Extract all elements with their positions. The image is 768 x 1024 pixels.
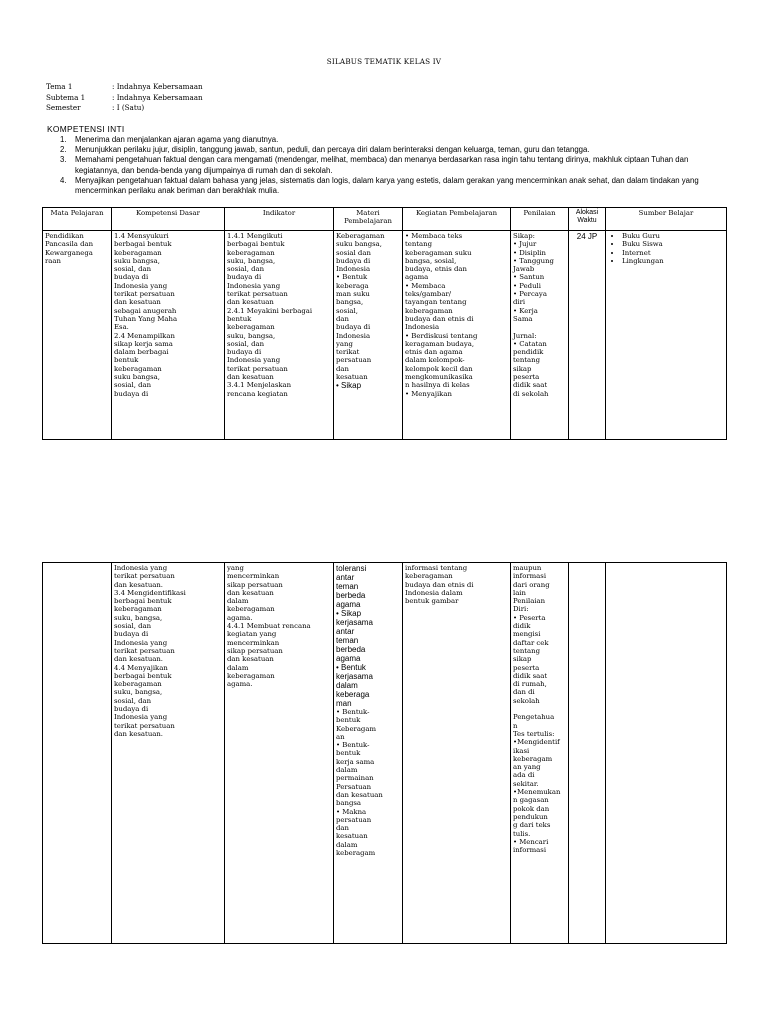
meta-row-tema: Tema 1 : Indahnya Kebersamaan: [46, 82, 203, 91]
cell-alokasi-waktu: [569, 563, 606, 944]
table-header-row: [43, 208, 727, 231]
header-penilaian: Penilaian: [511, 208, 569, 231]
table-row: [43, 563, 727, 944]
kompetensi-inti-heading: KOMPETENSI INTI: [47, 124, 125, 134]
sumber-list: [608, 232, 724, 265]
cell-kompetensi-dasar: 1.4 Mensyukuri berbagai bentuk keberagaman suku bangsa, sosial, dan budaya di Indonesia yang terikat persatuan dan kesatuan sebagai anugerah Tuhan Yang Maha Esa. 2.4 Menampilkan sikap kerja sama dalam berbagai bentuk keberagaman suku bangsa, sosial, dan budaya di: [112, 231, 225, 440]
header-mata-pelajaran: Mata Pelajaran: [43, 208, 112, 231]
materi-text-b: • Bentuk- bentuk Keberagam an • Bentuk- bentuk kerja sama dalam permainan Persatuan dan kesatuan bangsa • Makna persatuan dan kesatuan dalam keberagam: [336, 708, 383, 858]
cell-sumber-belajar: [606, 563, 727, 944]
list-item: 3. Memahami pengetahuan faktual dengan cara mengamati (mendengar, melihat, membaca) dan menanya berdasarkan rasa ingin tahu tentang dirinya, makhluk ciptaan Tuhan dan kegiatannya, dan benda-benda yang dijumpainya di rumah dan di sekolah.: [60, 155, 689, 175]
meta-info: [46, 82, 203, 114]
document-title: SILABUS TEMATIK KELAS IV: [326, 57, 442, 66]
kompetensi-inti-list: [60, 135, 722, 196]
cell-sumber-belajar: [606, 231, 727, 440]
header-materi: Materi Pembelajaran: [334, 208, 403, 231]
cell-penilaian: maupun informasi dari orang lain Penilaian Diri: • Peserta didik mengisi daftar cek tentang sikap peserta didik saat di rumah, dan di sekolah Pengetahua n Tes tertulis: •Mengidentif ikasi keberagam an yang ada di sekitar. •Menemukan n gagasan pokok dan pendukun g dari teks tulis. • Mencari informasi: [511, 563, 569, 944]
table-row: [43, 231, 727, 440]
syllabus-table-page-2: [42, 562, 727, 944]
cell-materi: [334, 563, 403, 944]
cell-kegiatan: informasi tentang keberagaman budaya dan etnis di Indonesia dalam bentuk gambar: [403, 563, 511, 944]
materi-text: Keberagaman suku bangsa, sosial dan budaya di Indonesia • Bentuk keberaga man suku bangsa, sosial, dan budaya di Indonesia yang terikat persatuan dan kesatuan: [336, 232, 385, 382]
cell-penilaian: Sikap: • Jujur • Disiplin • Tanggung Jawab • Santun • Peduli • Percaya diri • Kerja Sama Jurnal: • Catatan pendidik tentang sikap peserta didik saat di sekolah: [511, 231, 569, 440]
meta-row-semester: Semester : I (Satu): [46, 103, 145, 112]
cell-kegiatan: • Membaca teks tentang keberagaman suku bangsa, sosial, budaya, etnis dan agama • Membaca teks/gambar/ tayangan tentang keberagaman budaya dan etnis di Indonesia • Berdiskusi tentang keragaman budaya, etnis dan agama dalam kelompok- kelompok kecil dan mengkomunikasika n hasilnya di kelas • Menyajikan: [403, 231, 511, 440]
header-kompetensi-dasar: Kompetensi Dasar: [112, 208, 225, 231]
materi-sikap: • Sikap: [336, 381, 362, 391]
meta-row-subtema: Subtema 1 : Indahnya Kebersamaan: [46, 92, 203, 102]
list-item: 2. Menunjukkan perilaku jujur, disiplin, tanggung jawab, santun, peduli, dan percaya diri dalam berinteraksi dengan keluarga, teman, guru dan tetangga.: [60, 145, 590, 155]
list-item: • Buku Guru: [622, 232, 724, 240]
list-item: • Lingkungan: [622, 257, 724, 265]
list-item: 4. Menyajikan pengetahuan faktual dalam bahasa yang jelas, sistematis dan logis, dalam karya yang estetis, dalam gerakan yang mencerminkan anak sehat, dan dalam tindakan yang mencerminkan perilaku anak beriman dan berakhlak mulia.: [60, 175, 699, 196]
cell-alokasi-waktu: 24 JP: [569, 231, 606, 440]
list-item: • Internet: [622, 249, 724, 257]
cell-indikator: yang mencerminkan sikap persatuan dan kesatuan dalam keberagaman agama. 4.4.1 Membuat rencana kegiatan yang mencerminkan sikap persatuan dan kesatuan dalam keberagaman agama.: [225, 563, 334, 944]
cell-indikator: 1.4.1 Mengikuti berbagai bentuk keberagaman suku, bangsa, sosial, dan budaya di Indonesia yang terikat persatuan dan kesatuan 2.4.1 Meyakini berbagai bentuk keberagaman suku, bangsa, sosial, dan budaya di Indonesia yang terikat persatuan dan kesatuan 3.4.1 Menjelaskan rencana kegiatan: [225, 231, 334, 440]
header-indikator: Indikator: [225, 208, 334, 231]
materi-text-a: toleransi antar teman berbeda agama • Sikap kerjasama antar teman berbeda agama • Bentuk kerjasama dalam keberaga man: [336, 564, 373, 708]
cell-kompetensi-dasar: Indonesia yang terikat persatuan dan kesatuan. 3.4 Mengidentifikasi berbagai bentuk keberagaman suku, bangsa, sosial, dan budaya di Indonesia yang terikat persatuan dan kesatuan. 4.4 Menyajikan berbagai bentuk keberagaman suku, bangsa, sosial, dan budaya di Indonesia yang terikat persatuan dan kesatuan.: [112, 563, 225, 944]
cell-materi: [334, 231, 403, 440]
list-item: • Buku Siswa: [622, 240, 724, 248]
syllabus-table-page-1: [42, 207, 727, 440]
cell-mata-pelajaran: Pendidikan Pancasila dan Kewarganega raan: [43, 231, 112, 440]
list-item: 1. Menerima dan menjalankan ajaran agama yang dianutnya.: [60, 135, 279, 144]
header-sumber-belajar: Sumber Belajar: [606, 208, 727, 231]
header-kegiatan: Kegiatan Pembelajaran: [403, 208, 511, 231]
header-alokasi-waktu: Alokasi Waktu: [569, 208, 606, 231]
cell-mata-pelajaran: [43, 563, 112, 944]
